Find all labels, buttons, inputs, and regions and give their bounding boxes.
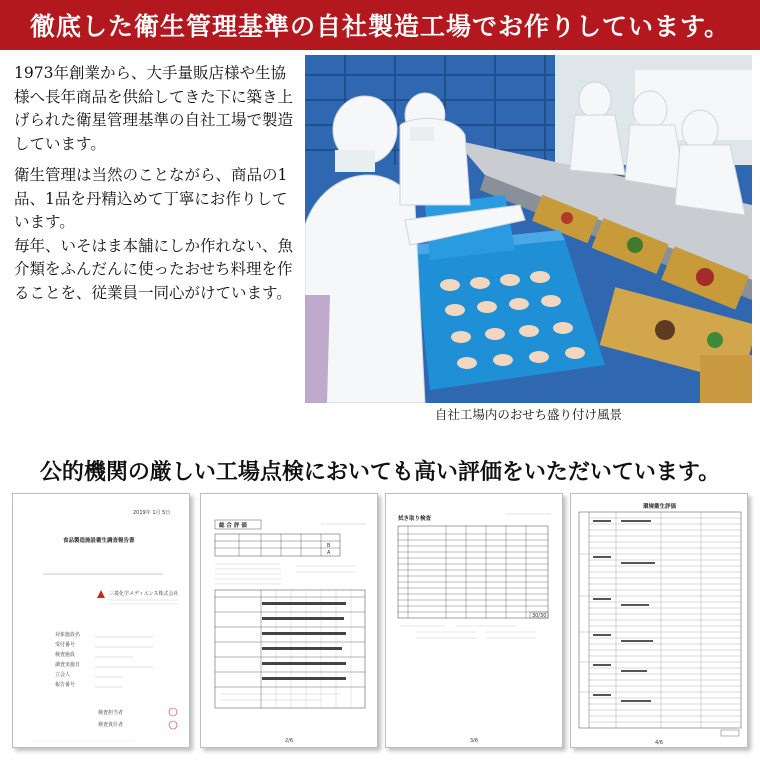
overall-evaluation-sheet [200,493,378,748]
svg-text:検査施設: 検査施設 [55,652,76,658]
inspection-report-cover [12,493,190,748]
doc3-title: 拭き取り検査 [398,516,432,522]
svg-text:立会人: 立会人 [55,672,71,678]
svg-text:受付番号: 受付番号 [55,642,76,648]
svg-text:報告番号: 報告番号 [55,682,76,688]
doc1-title: 食品製造施設衛生調査報告書 [63,538,135,544]
intro-paragraph-1: 1973年創業から、大手量販店様や生協様へ長年商品を供給してきた下に築き上げられた衛星管理基準の自社工場で製造しています。 [14,64,294,153]
inspection-checklist [385,493,563,748]
svg-text:検査担当者: 検査担当者 [98,710,124,716]
doc2-grade-a: A [327,550,331,556]
hygiene-evaluation-sheet [570,493,748,748]
banner-title: 徹底した衛生管理基準の自社製造工場でお作りしています。 [29,12,730,41]
doc3-page: 3/6 [470,738,479,744]
svg-text:検査責任者: 検査責任者 [98,722,124,728]
top-banner [0,0,760,50]
svg-text:対象施設名: 対象施設名 [55,632,81,638]
doc2-page: 2/6 [285,738,294,744]
doc2-grade-b: B [327,543,331,549]
doc4-title: 環境衛生評価 [643,504,677,510]
doc1-fields [55,631,153,688]
doc4-page: 4/6 [655,740,664,746]
photo-caption: 自社工場内のおせち盛り付け風景 [434,407,623,422]
intro-paragraph-3: 毎年、いそはま本舗にしか作れない、魚介類をふんだんに使ったおせち料理を作ることを、従業員一同心がけています。 [14,236,294,302]
doc2-title: 総 合 評 価 [219,523,247,529]
doc1-date: 2019年 1月 5日 [133,510,171,516]
doc3-page-box: 30/30 [532,613,547,619]
intro-text [14,62,296,313]
intro-paragraph-2: 衛生管理は当然のことながら、商品の1品、1品を丹精込めて丁寧にお作りしています。 [14,166,288,231]
svg-text:調査実施日: 調査実施日 [55,662,81,668]
doc1-company: 三菱化学メディエンス株式会社 [109,591,179,597]
factory-photo [305,55,752,403]
inspection-heading: 公的機関の厳しい工場点検においても高い評価をいただいています。 [39,459,721,485]
